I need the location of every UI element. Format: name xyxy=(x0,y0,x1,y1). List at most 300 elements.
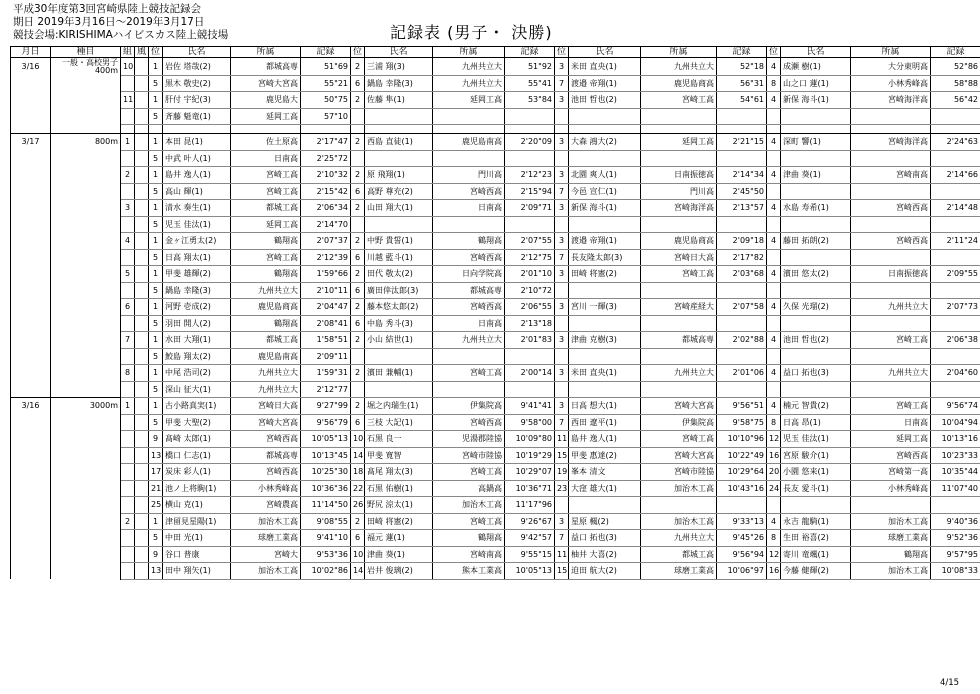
place: 2 xyxy=(351,92,365,109)
event-date-empty xyxy=(11,216,51,233)
table-row xyxy=(11,513,980,530)
wind-cell xyxy=(135,447,149,464)
table-row xyxy=(11,150,980,167)
heat-number xyxy=(121,530,135,547)
empty-cell xyxy=(931,348,980,365)
affiliation: 都城工高 xyxy=(641,546,717,563)
column-header: 位 xyxy=(767,47,781,58)
place: 3 xyxy=(555,58,569,76)
affiliation: 鹿児島商高 xyxy=(641,75,717,92)
place: 1 xyxy=(149,266,163,283)
athlete-name: 迫田 航大(2) xyxy=(569,563,641,580)
empty-cell xyxy=(433,108,505,125)
empty-cell xyxy=(569,282,641,299)
affiliation: 都城高専 xyxy=(641,332,717,349)
table-row xyxy=(11,381,980,398)
athlete-name: 柚井 大喜(2) xyxy=(569,546,641,563)
wind-cell xyxy=(135,381,149,398)
athlete-name: 田代 敬太(2) xyxy=(365,266,433,283)
athlete-name: 日高 想大(1) xyxy=(569,398,641,415)
event-name-empty xyxy=(51,315,121,332)
athlete-name: 渡邉 帝翔(1) xyxy=(569,75,641,92)
column-header: 記録 xyxy=(505,47,555,58)
event-name-empty xyxy=(51,183,121,200)
record: 10'06"97 xyxy=(717,563,767,580)
affiliation: 宮崎工高 xyxy=(851,398,931,415)
wind-cell xyxy=(135,233,149,250)
athlete-name: 小山 結世(1) xyxy=(365,332,433,349)
place: 22 xyxy=(351,480,365,497)
record: 2'17"47 xyxy=(301,134,351,151)
empty-cell xyxy=(641,150,717,167)
athlete-name: 今邑 宣仁(1) xyxy=(569,183,641,200)
wind-cell xyxy=(135,563,149,580)
record: 9'53"36 xyxy=(301,546,351,563)
athlete-name: 楠元 智貴(2) xyxy=(781,398,851,415)
athlete-name: 金ヶ江勇太(2) xyxy=(163,233,231,250)
affiliation: 鹿児島商高 xyxy=(231,299,301,316)
athlete-name: 甲斐 雄輝(2) xyxy=(163,266,231,283)
event-name-empty xyxy=(51,216,121,233)
heat-number xyxy=(121,464,135,481)
wind-cell xyxy=(135,282,149,299)
place: 4 xyxy=(767,266,781,283)
empty-cell xyxy=(781,315,851,332)
column-header: 種目 xyxy=(51,47,121,58)
record: 11'17"96 xyxy=(505,497,555,514)
table-row xyxy=(11,530,980,547)
athlete-name: 益口 拓也(3) xyxy=(781,365,851,382)
athlete-name: 石黒 良一 xyxy=(365,431,433,448)
empty-cell xyxy=(555,282,569,299)
wind-cell xyxy=(135,108,149,125)
place: 4 xyxy=(767,200,781,217)
place: 4 xyxy=(767,365,781,382)
event-name-empty xyxy=(51,480,121,497)
place: 1 xyxy=(149,58,163,76)
event-date-empty xyxy=(11,108,51,125)
meet-venue: 競技会場:KIRISHIMAハイビスカス陸上競技場 xyxy=(13,29,229,41)
athlete-name: 原 飛翔(1) xyxy=(365,167,433,184)
place: 5 xyxy=(149,150,163,167)
heat-number xyxy=(121,546,135,563)
record: 2'01"06 xyxy=(717,365,767,382)
record: 10'25"30 xyxy=(301,464,351,481)
affiliation: 伊集院高 xyxy=(641,414,717,431)
heat-number: 8 xyxy=(121,365,135,382)
place: 6 xyxy=(351,75,365,92)
affiliation: 加治木工高 xyxy=(231,513,301,530)
record: 10'10"96 xyxy=(717,431,767,448)
table-row xyxy=(11,348,980,365)
affiliation: 日南振徳高 xyxy=(641,167,717,184)
empty-cell xyxy=(505,108,555,125)
record: 10'36"71 xyxy=(505,480,555,497)
table-row xyxy=(11,546,980,563)
wind-cell xyxy=(135,546,149,563)
empty-cell xyxy=(717,497,767,514)
affiliation: 日向学院高 xyxy=(433,266,505,283)
place: 3 xyxy=(555,332,569,349)
empty-cell xyxy=(351,348,365,365)
record: 9'42"57 xyxy=(505,530,555,547)
event-date-empty xyxy=(11,92,51,109)
record: 9'58"75 xyxy=(717,414,767,431)
event-name-empty xyxy=(51,108,121,125)
record: 10'05"13 xyxy=(301,431,351,448)
record: 2'09"55 xyxy=(931,266,980,283)
event-name-empty xyxy=(51,75,121,92)
table-row xyxy=(11,414,980,431)
athlete-name: 益口 拓也(3) xyxy=(569,530,641,547)
empty-cell xyxy=(569,381,641,398)
empty-cell xyxy=(301,125,351,134)
empty-cell xyxy=(505,150,555,167)
heat-number xyxy=(121,249,135,266)
athlete-name: 大森 鴻大(2) xyxy=(569,134,641,151)
empty-cell xyxy=(433,125,505,134)
empty-cell xyxy=(717,216,767,233)
affiliation: 宮崎工高 xyxy=(231,167,301,184)
athlete-name: 炭床 彩人(1) xyxy=(163,464,231,481)
athlete-name: 髙尾 翔太(3) xyxy=(365,464,433,481)
place: 7 xyxy=(555,530,569,547)
column-header: 記録 xyxy=(717,47,767,58)
empty-cell xyxy=(851,150,931,167)
table-row xyxy=(11,58,980,76)
record: 10'09"80 xyxy=(505,431,555,448)
empty-cell xyxy=(121,125,135,134)
place: 15 xyxy=(555,447,569,464)
athlete-name: 水島 寿希(1) xyxy=(781,200,851,217)
record: 2'01"10 xyxy=(505,266,555,283)
affiliation: 宮崎工高 xyxy=(641,431,717,448)
athlete-name: 日高 昂(1) xyxy=(781,414,851,431)
affiliation: 宮崎西高 xyxy=(851,200,931,217)
place: 1 xyxy=(149,200,163,217)
table-row xyxy=(11,183,980,200)
place: 5 xyxy=(149,183,163,200)
athlete-name: 福元 蓮(1) xyxy=(365,530,433,547)
athlete-name: 米田 直央(1) xyxy=(569,365,641,382)
affiliation: 九州共立大 xyxy=(433,58,505,76)
affiliation: 加治木工高 xyxy=(231,563,301,580)
affiliation: 宮崎大宮高 xyxy=(231,414,301,431)
affiliation: 鹿児島商高 xyxy=(641,233,717,250)
empty-cell xyxy=(931,183,980,200)
empty-cell xyxy=(931,497,980,514)
place: 7 xyxy=(555,75,569,92)
empty-cell xyxy=(555,348,569,365)
column-header: 氏名 xyxy=(569,47,641,58)
athlete-name: 藤田 拓朗(2) xyxy=(781,233,851,250)
table-row xyxy=(11,167,980,184)
empty-cell xyxy=(505,125,555,134)
record: 2'03"68 xyxy=(717,266,767,283)
record: 2'12"77 xyxy=(301,381,351,398)
place: 3 xyxy=(555,233,569,250)
wind-cell xyxy=(135,134,149,151)
place: 6 xyxy=(351,249,365,266)
place: 18 xyxy=(351,464,365,481)
affiliation: 日南高 xyxy=(433,200,505,217)
event-name-empty xyxy=(51,92,121,109)
empty-cell xyxy=(851,315,931,332)
place: 5 xyxy=(149,216,163,233)
empty-cell xyxy=(641,497,717,514)
table-row xyxy=(11,75,980,92)
heat-number: 2 xyxy=(121,167,135,184)
affiliation: 鶴翔高 xyxy=(433,530,505,547)
record: 2'17"82 xyxy=(717,249,767,266)
affiliation: 鶴翔高 xyxy=(231,233,301,250)
event-name-empty xyxy=(51,464,121,481)
empty-cell xyxy=(851,125,931,134)
heat-number xyxy=(121,480,135,497)
affiliation: 高鍋高 xyxy=(433,480,505,497)
heat-number xyxy=(121,447,135,464)
wind-cell xyxy=(135,167,149,184)
place: 7 xyxy=(555,249,569,266)
heat-number: 1 xyxy=(121,398,135,415)
place: 2 xyxy=(351,332,365,349)
empty-cell xyxy=(555,108,569,125)
place: 7 xyxy=(555,414,569,431)
athlete-name: 星原 楓(2) xyxy=(569,513,641,530)
place: 5 xyxy=(149,315,163,332)
athlete-name: 峯本 清文 xyxy=(569,464,641,481)
affiliation: 宮崎大 xyxy=(231,546,301,563)
athlete-name: 三浦 翔(3) xyxy=(365,58,433,76)
table-row xyxy=(11,233,980,250)
record: 9'27"99 xyxy=(301,398,351,415)
results-body xyxy=(11,58,980,580)
place: 5 xyxy=(149,108,163,125)
empty-cell xyxy=(365,348,433,365)
empty-cell xyxy=(569,216,641,233)
place: 16 xyxy=(767,447,781,464)
affiliation: 日南高 xyxy=(433,315,505,332)
empty-cell xyxy=(767,315,781,332)
event-date-empty xyxy=(11,282,51,299)
place: 1 xyxy=(149,92,163,109)
heat-number: 5 xyxy=(121,266,135,283)
record: 2'15"42 xyxy=(301,183,351,200)
affiliation: 延岡工高 xyxy=(231,108,301,125)
athlete-name: 田崎 将憲(2) xyxy=(365,513,433,530)
athlete-name: 生田 裕喜(2) xyxy=(781,530,851,547)
place: 1 xyxy=(149,332,163,349)
record: 52"86 xyxy=(931,58,980,76)
record: 9'56"79 xyxy=(301,414,351,431)
athlete-name: 池田 哲也(2) xyxy=(569,92,641,109)
affiliation: 宮崎農高 xyxy=(231,497,301,514)
event-date-empty xyxy=(11,266,51,283)
table-row xyxy=(11,431,980,448)
place: 1 xyxy=(149,167,163,184)
record: 58"88 xyxy=(931,75,980,92)
record: 9'41"41 xyxy=(505,398,555,415)
event-name-empty xyxy=(51,381,121,398)
place: 6 xyxy=(351,530,365,547)
place: 3 xyxy=(555,167,569,184)
affiliation: 宮崎工高 xyxy=(433,365,505,382)
athlete-name: 甲斐 寛智 xyxy=(365,447,433,464)
place: 4 xyxy=(767,398,781,415)
table-row xyxy=(11,249,980,266)
place: 9 xyxy=(149,546,163,563)
empty-cell xyxy=(11,125,51,134)
athlete-name: 津留見星陽(1) xyxy=(163,513,231,530)
record: 10'19"29 xyxy=(505,447,555,464)
empty-cell xyxy=(781,150,851,167)
wind-cell xyxy=(135,530,149,547)
affiliation: 九州共立大 xyxy=(433,332,505,349)
record: 1'59"31 xyxy=(301,365,351,382)
record: 2'06"38 xyxy=(931,332,980,349)
affiliation: 宮崎日大高 xyxy=(231,398,301,415)
empty-cell xyxy=(569,125,641,134)
wind-cell xyxy=(135,150,149,167)
column-header: 記録 xyxy=(931,47,980,58)
record: 51"92 xyxy=(505,58,555,76)
event-date: 3/17 xyxy=(11,134,51,151)
record: 53"84 xyxy=(505,92,555,109)
record: 10'04"94 xyxy=(931,414,980,431)
record: 2'04"47 xyxy=(301,299,351,316)
table-row xyxy=(11,365,980,382)
event-name-empty xyxy=(51,497,121,514)
empty-cell xyxy=(781,183,851,200)
place: 11 xyxy=(555,546,569,563)
place: 5 xyxy=(149,530,163,547)
affiliation: 鹿児島南高 xyxy=(433,134,505,151)
wind-cell xyxy=(135,431,149,448)
column-header: 組 xyxy=(121,47,135,58)
affiliation: 宮崎市陸協 xyxy=(641,464,717,481)
athlete-name: 北園 爽人(1) xyxy=(569,167,641,184)
empty-cell xyxy=(767,497,781,514)
place: 1 xyxy=(149,513,163,530)
affiliation: 宮崎海洋高 xyxy=(851,92,931,109)
heat-number xyxy=(121,75,135,92)
athlete-name: 中野 貴誓(1) xyxy=(365,233,433,250)
empty-cell xyxy=(851,216,931,233)
place: 13 xyxy=(149,447,163,464)
place: 8 xyxy=(767,414,781,431)
table-row xyxy=(11,497,980,514)
heat-number xyxy=(121,315,135,332)
athlete-name: 池田 哲也(2) xyxy=(781,332,851,349)
record: 9'56"74 xyxy=(931,398,980,415)
affiliation: 宮崎西高 xyxy=(851,447,931,464)
empty-cell xyxy=(767,183,781,200)
wind-cell xyxy=(135,398,149,415)
affiliation: 宮崎大宮高 xyxy=(641,398,717,415)
affiliation: 宮崎西高 xyxy=(433,249,505,266)
affiliation: 宮崎西高 xyxy=(851,233,931,250)
event-name-empty xyxy=(51,200,121,217)
wind-cell xyxy=(135,249,149,266)
table-row xyxy=(11,108,980,125)
place: 15 xyxy=(555,563,569,580)
place: 3 xyxy=(555,134,569,151)
affiliation: 門川高 xyxy=(433,167,505,184)
affiliation: 九州共立大 xyxy=(851,299,931,316)
affiliation: 加治木工高 xyxy=(641,513,717,530)
place: 2 xyxy=(351,200,365,217)
affiliation: 九州共立大 xyxy=(641,365,717,382)
wind-cell xyxy=(135,266,149,283)
event-date-empty xyxy=(11,513,51,530)
empty-cell xyxy=(505,216,555,233)
place: 5 xyxy=(149,381,163,398)
affiliation: 延岡工高 xyxy=(641,134,717,151)
event-date-empty xyxy=(11,464,51,481)
record: 10'36"36 xyxy=(301,480,351,497)
empty-cell xyxy=(135,125,149,134)
affiliation: 熊本工業高 xyxy=(433,563,505,580)
heat-number xyxy=(121,563,135,580)
athlete-name: 深町 響(1) xyxy=(781,134,851,151)
affiliation: 宮崎海洋高 xyxy=(641,200,717,217)
heat-number: 3 xyxy=(121,200,135,217)
affiliation: 宮崎西高 xyxy=(231,464,301,481)
athlete-name: 廣田倖汰郎(3) xyxy=(365,282,433,299)
athlete-name: 西島 直徒(1) xyxy=(365,134,433,151)
affiliation: 都城工高 xyxy=(231,200,301,217)
place: 2 xyxy=(351,299,365,316)
place: 10 xyxy=(351,431,365,448)
record: 2'00"14 xyxy=(505,365,555,382)
column-header: 位 xyxy=(555,47,569,58)
affiliation: 宮崎第一高 xyxy=(851,464,931,481)
table-row xyxy=(11,216,980,233)
event-name-empty xyxy=(51,530,121,547)
table-row xyxy=(11,200,980,217)
table-row xyxy=(11,299,980,316)
heat-number: 6 xyxy=(121,299,135,316)
place: 4 xyxy=(767,134,781,151)
affiliation: 宮崎工高 xyxy=(641,92,717,109)
event-date-empty xyxy=(11,546,51,563)
athlete-name: 米田 直央(1) xyxy=(569,58,641,76)
empty-cell xyxy=(717,108,767,125)
athlete-name: 宮川 一輝(3) xyxy=(569,299,641,316)
affiliation: 鶴翔高 xyxy=(433,233,505,250)
athlete-name: 肝付 宇紀(3) xyxy=(163,92,231,109)
place: 17 xyxy=(149,464,163,481)
event-name-empty xyxy=(51,332,121,349)
event-date-empty xyxy=(11,183,51,200)
record: 2'06"34 xyxy=(301,200,351,217)
heat-number: 10 xyxy=(121,58,135,76)
empty-cell xyxy=(931,108,980,125)
record: 1'58"51 xyxy=(301,332,351,349)
record: 10'13"16 xyxy=(931,431,980,448)
empty-cell xyxy=(51,125,121,134)
empty-cell xyxy=(569,497,641,514)
place: 2 xyxy=(351,398,365,415)
wind-cell xyxy=(135,200,149,217)
record: 54"61 xyxy=(717,92,767,109)
athlete-name: 水田 大翔(1) xyxy=(163,332,231,349)
place: 21 xyxy=(149,480,163,497)
record: 2'12"23 xyxy=(505,167,555,184)
athlete-name: 甲斐 惠達(2) xyxy=(569,447,641,464)
athlete-name: 津曲 克樹(3) xyxy=(569,332,641,349)
column-header: 氏名 xyxy=(163,47,231,58)
